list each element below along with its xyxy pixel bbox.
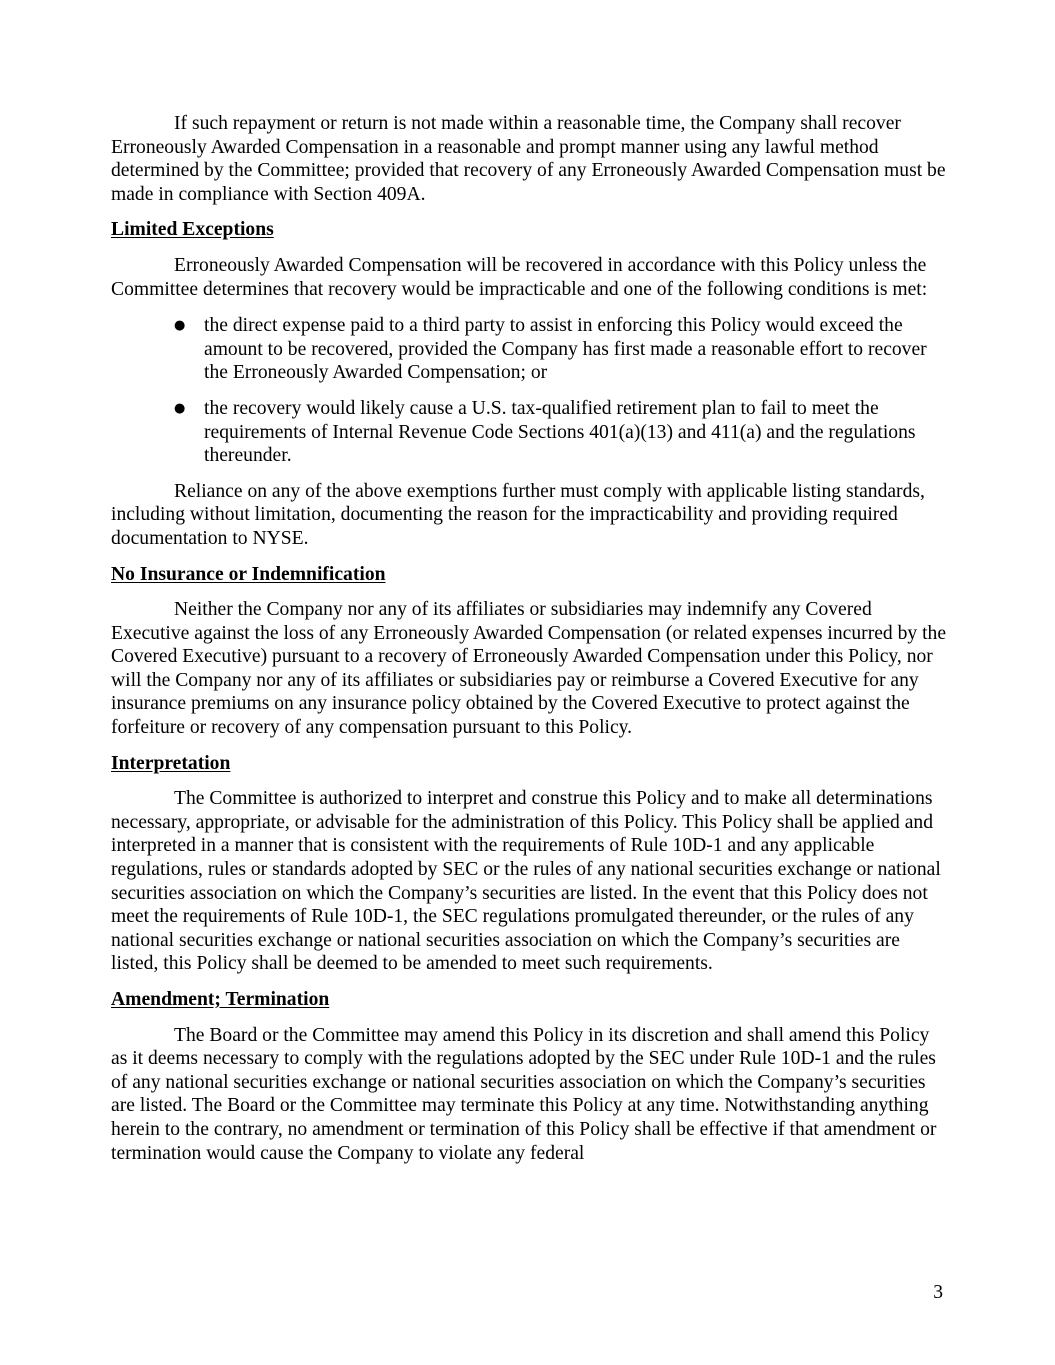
page-body xyxy=(111,112,947,1165)
limited-exceptions-heading: Limited Exceptions xyxy=(111,219,274,241)
list-item xyxy=(111,314,947,385)
limited-exceptions-paragraph: Erroneously Awarded Compensation will be recovered in accordance with this Policy unless the Committee determines that recovery would be impracticable and one of the following conditions is met: xyxy=(111,254,928,300)
amendment-termination-heading: Amendment; Termination xyxy=(111,989,330,1010)
interpretation-paragraph: The Committee is authorized to interpret and construe this Policy and to make all determinations necessary, appropriate, or advisable for the administration of this Policy. This Policy shall be applied and interpreted in a manner that is consistent with the requirements of Rule 10D-1 and any applicable regulations, rules or standards adopted by SEC or the rules of any national securities exchange or national securities association on which the Company’s securities are listed. In the event that this Policy does not meet the requirements of Rule 10D-1, the SEC regulations promulgated thereunder, or the rules of any national securities exchange or national securities association on which the Company’s securities are listed, this Policy shall be deemed to be amended to meet such requirements. xyxy=(111,788,941,975)
list-item-text: the recovery would likely cause a U.S. tax-qualified retirement plan to fail to meet the requirements of Internal Revenue Code Sections 401(a)(13) and 411(a) and the regulations thereunder. xyxy=(204,397,916,467)
page-number: 3 xyxy=(933,1282,943,1303)
interpretation-heading: Interpretation xyxy=(111,752,231,774)
amendment-paragraph: The Board or the Committee may amend this Policy in its discretion and shall amend this Policy as it deems necessary to comply with the regulations adopted by the SEC under Rule 10D-1 and the rules of any national securities exchange or national securities association on which the Company’s securities are listed. The Board or the Committee may terminate this Policy at any time. Notwithstanding anything herein to the contrary, no amendment or termination of this Policy shall be effective if that amendment or termination would cause the Company to violate any federal xyxy=(111,1024,937,1164)
list-item-text: the direct expense paid to a third party to assist in enforcing this Policy would exceed the amount to be recovered, provided the Company has first made a reasonable effort to recover the Erroneously Awarded Compensation; or xyxy=(204,315,927,384)
bullet-icon: ● xyxy=(174,318,186,334)
exceptions-list xyxy=(111,314,947,468)
bullet-icon: ● xyxy=(174,400,186,416)
recovery-paragraph: If such repayment or return is not made within a reasonable time, the Company shall recover Erroneously Awarded Compensation in a reasonable and prompt manner using any lawful method determined by the Committee; provided that recovery of any Erroneously Awarded Compensation must be made in compliance with Section 409A. xyxy=(111,113,946,205)
no-insurance-heading: No Insurance or Indemnification xyxy=(111,563,386,585)
reliance-paragraph: Reliance on any of the above exemptions further must comply with applicable listing standards, including without limitation, documenting the reason for the impracticability and providing required documentation to NYSE. xyxy=(111,480,925,549)
list-item xyxy=(111,397,947,468)
no-insurance-paragraph: Neither the Company nor any of its affiliates or subsidiaries may indemnify any Covered Executive against the loss of any Erroneously Awarded Compensation (or related expenses incurred by the Covered Executive) pursuant to a recovery of Erroneously Awarded Compensation under this Policy, nor will the Company nor any of its affiliates or subsidiaries pay or reimburse a Covered Executive for any insurance premiums on any insurance policy obtained by the Covered Executive to protect against the forfeiture or recovery of any compensation pursuant to this Policy. xyxy=(111,599,947,739)
